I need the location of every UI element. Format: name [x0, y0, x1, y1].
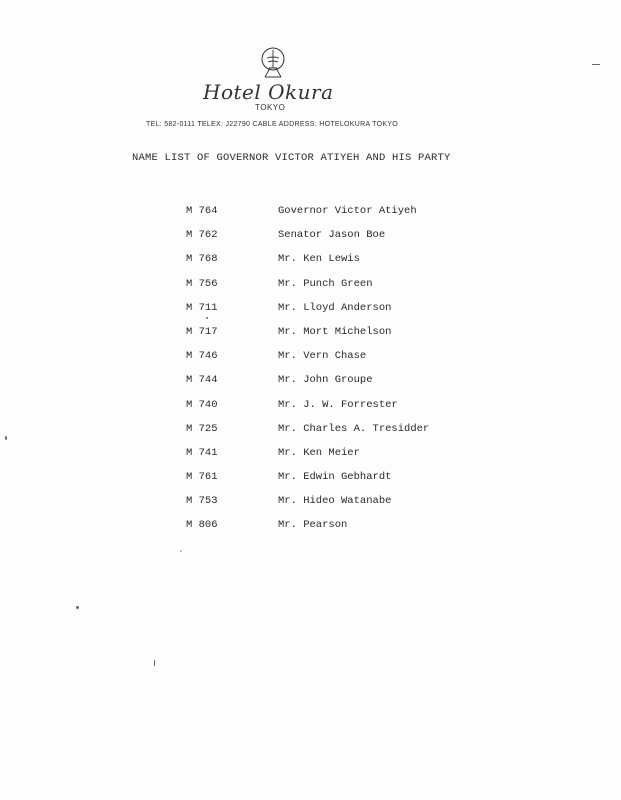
- room-number: M 711: [186, 301, 218, 314]
- room-number: M 762: [186, 229, 218, 242]
- room-number: M 744: [186, 374, 218, 387]
- guest-name: Mr. Charles A. Tresidder: [278, 422, 430, 435]
- okura-pagoda-icon: [259, 46, 287, 80]
- guest-name: Mr. Ken Meier: [278, 446, 360, 459]
- guest-roster: [186, 205, 486, 544]
- roster-row: [186, 374, 486, 398]
- room-number: M 717: [186, 325, 218, 338]
- roster-row: [186, 495, 486, 519]
- roster-row: [186, 399, 486, 423]
- guest-name: Governor Victor Atiyeh: [278, 205, 417, 217]
- room-number: M 746: [186, 350, 218, 363]
- roster-row: [186, 471, 486, 495]
- room-number: M 768: [186, 253, 218, 266]
- roster-row: [186, 423, 486, 447]
- room-number: M 806: [186, 519, 218, 532]
- room-number: M 740: [186, 398, 218, 411]
- guest-name: Mr. Mort Michelson: [278, 325, 392, 338]
- roster-row: [186, 447, 486, 471]
- room-number: M 756: [186, 277, 218, 290]
- guest-name: Mr. J. W. Forrester: [278, 398, 398, 411]
- guest-name: Mr. John Groupe: [278, 374, 373, 387]
- contact-line: TEL: 582-0111 TELEX: J22790 CABLE ADDRESS: HOTELOKURA TOKYO: [146, 121, 399, 128]
- roster-row: [186, 302, 486, 326]
- scan-speck: [180, 550, 182, 552]
- roster-row: [186, 326, 486, 350]
- roster-row: [186, 278, 486, 302]
- guest-name: Mr. Hideo Watanabe: [278, 495, 392, 508]
- document-title: NAME LIST OF GOVERNOR VICTOR ATIYEH AND HIS PARTY: [132, 152, 451, 164]
- room-number: M 741: [186, 446, 218, 459]
- scan-speck: [154, 660, 155, 666]
- room-number: M 761: [186, 471, 218, 484]
- hotel-name: Hotel Okura: [203, 80, 334, 104]
- guest-name: Mr. Vern Chase: [278, 350, 367, 363]
- hotel-city: TOKYO: [255, 103, 286, 112]
- room-number: M 725: [186, 422, 218, 435]
- roster-row: [186, 229, 486, 253]
- scan-speck: [76, 606, 79, 609]
- guest-name: Mr. Pearson: [278, 519, 348, 532]
- roster-row: [186, 205, 486, 229]
- scan-speck: [5, 436, 7, 440]
- room-number: M 764: [186, 205, 218, 217]
- room-number: M 753: [186, 495, 218, 508]
- guest-name: Mr. Edwin Gebhardt: [278, 471, 392, 484]
- guest-name: Mr. Punch Green: [278, 277, 373, 290]
- roster-row: [186, 253, 486, 277]
- scan-speck: [592, 64, 600, 65]
- scan-speck: [206, 317, 208, 319]
- guest-name: Mr. Ken Lewis: [278, 253, 360, 266]
- roster-row: [186, 350, 486, 374]
- guest-name: Senator Jason Boe: [278, 229, 386, 242]
- guest-name: Mr. Lloyd Anderson: [278, 301, 392, 314]
- roster-row: [186, 519, 486, 543]
